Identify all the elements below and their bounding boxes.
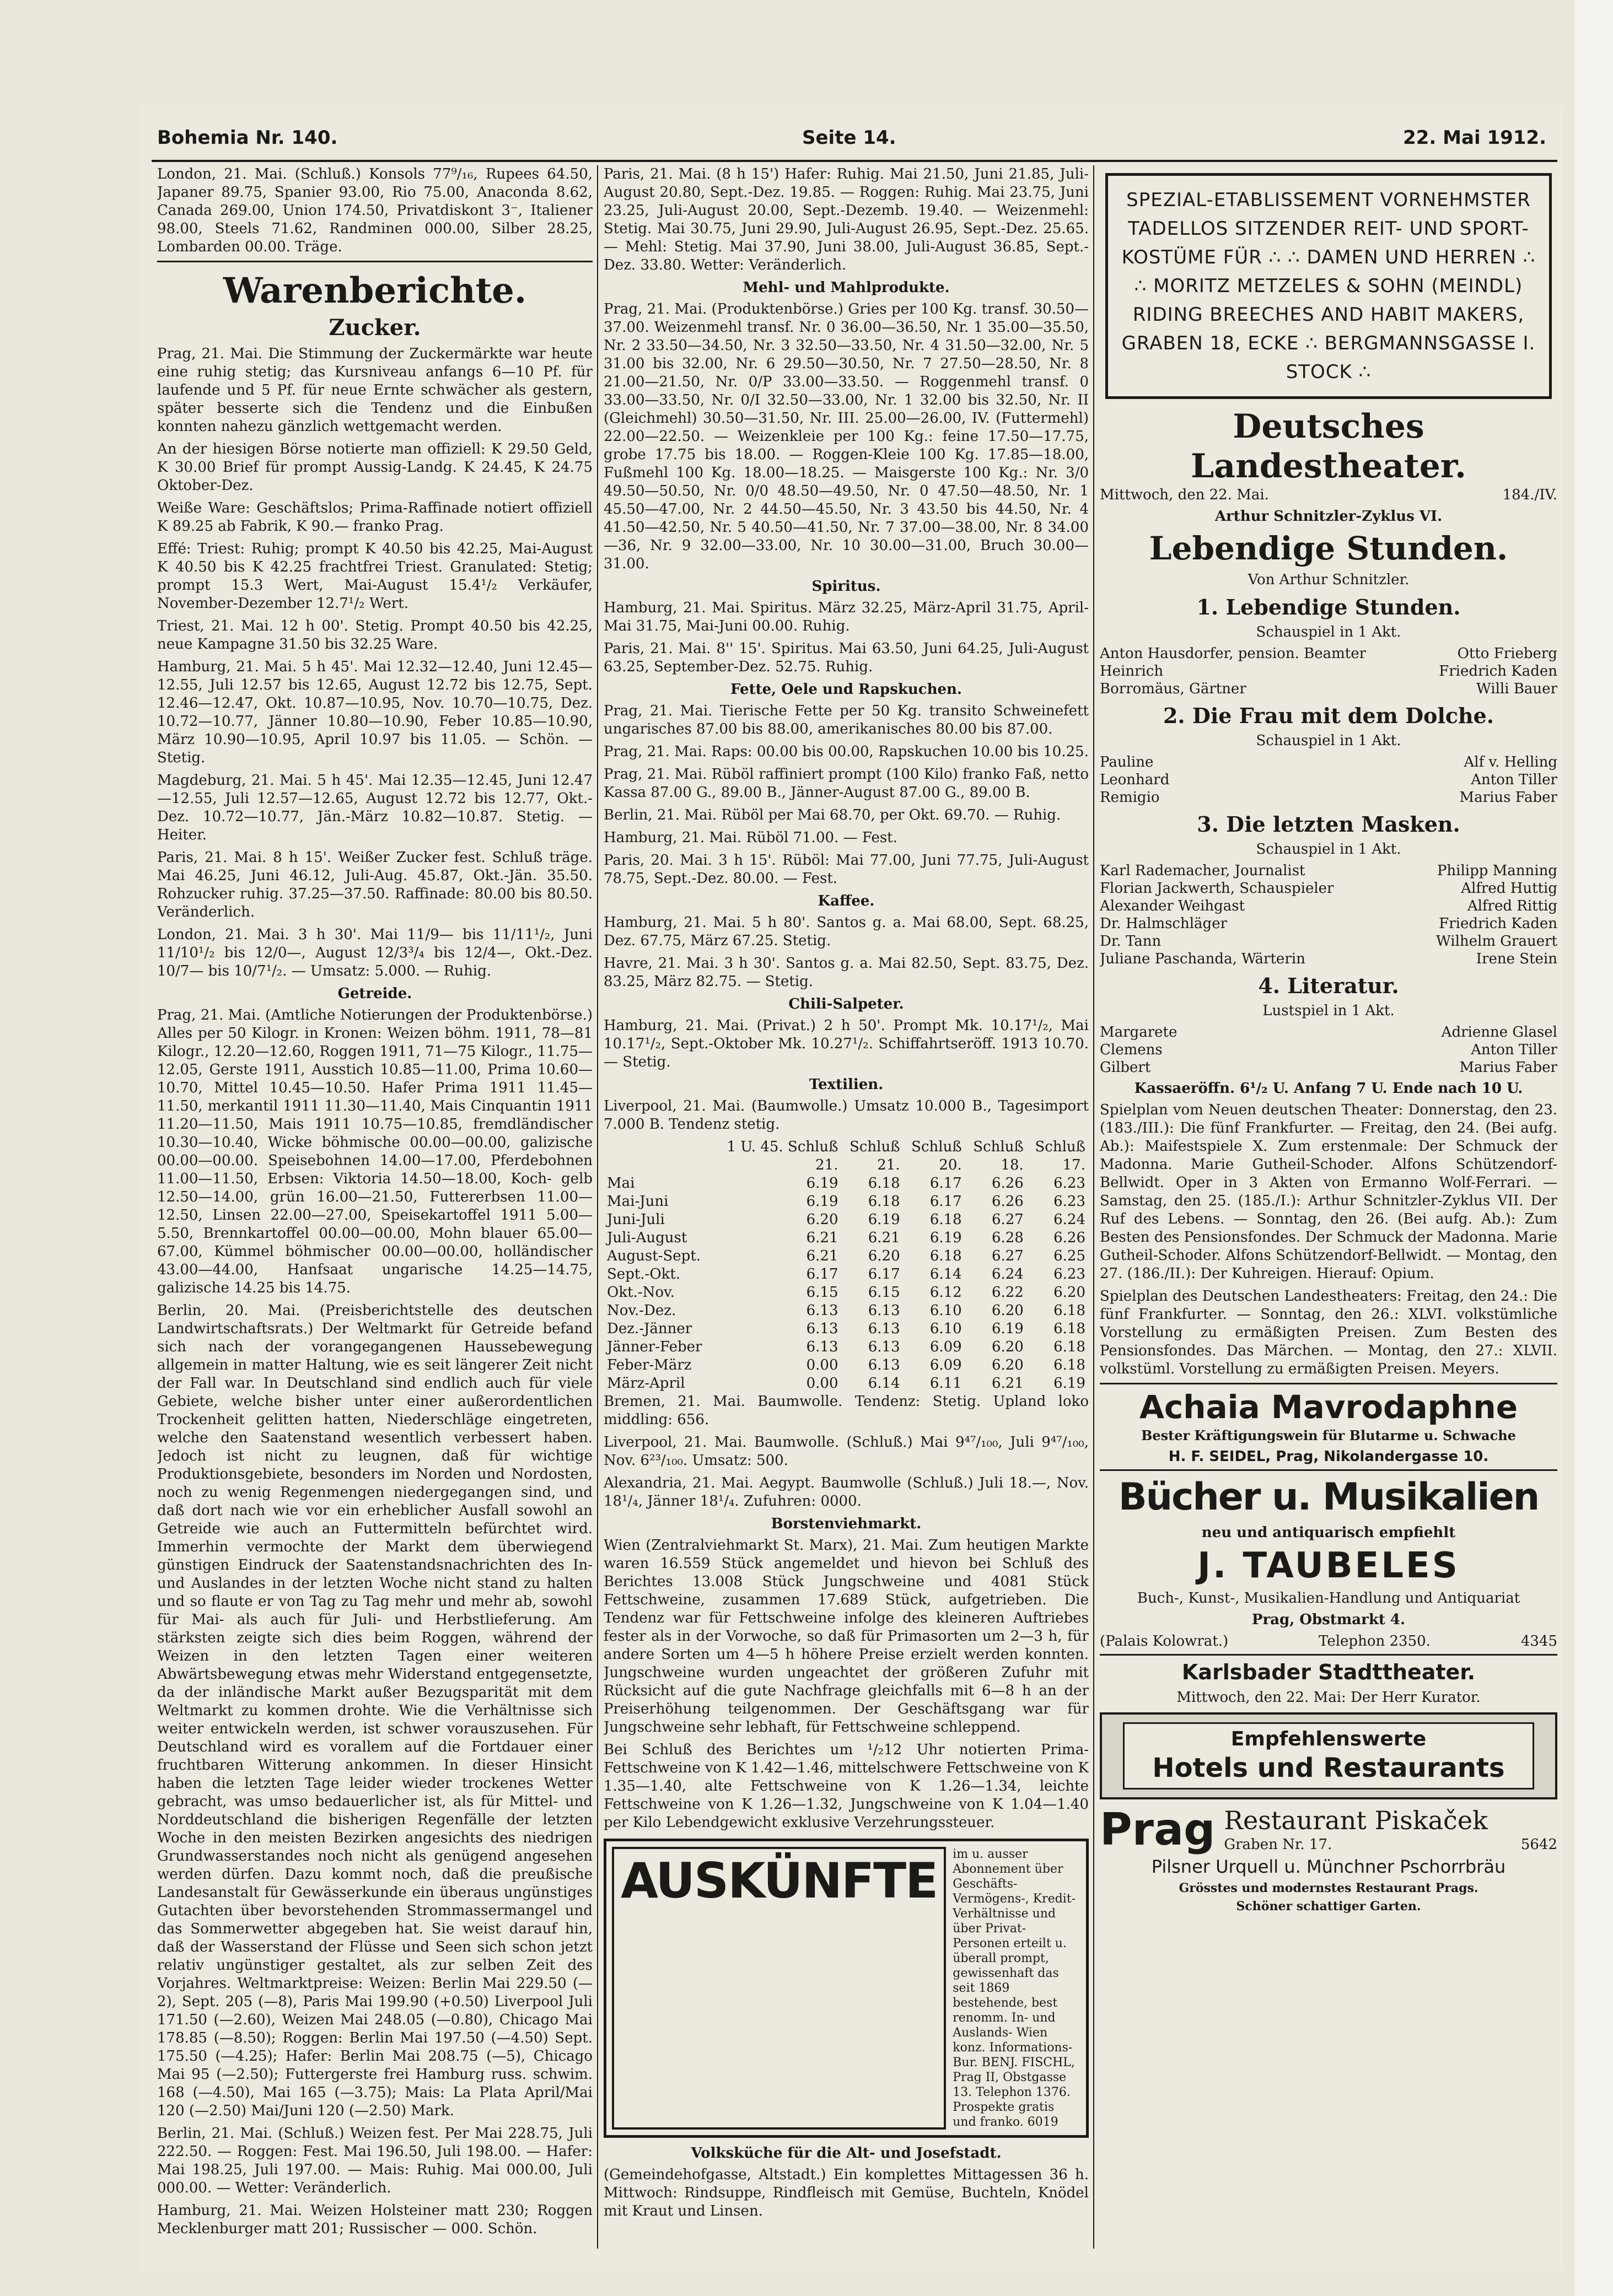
table-cell: 6.13 — [868, 1339, 900, 1355]
table-cell: Mai — [607, 1175, 635, 1192]
act-title: 2. Die Frau mit dem Dolche. — [1163, 703, 1494, 728]
table-cell: 6.19 — [991, 1321, 1024, 1337]
actor: Willi Bauer — [1476, 681, 1557, 697]
table-cell: 20. — [939, 1157, 962, 1173]
role: Alexander Weihgast — [1100, 898, 1245, 914]
table-cell: 6.19 — [806, 1175, 838, 1192]
piskacek-number: 5642 — [1520, 1836, 1557, 1853]
buecher-ad-meta — [1100, 1632, 1557, 1651]
article-paragraph: Hamburg, 21. Mai. 5 h 45'. Mai 12.32—12.40, Juni 12.45—12.55, Juli 12.57 bis 12.65, August 12.72 bis 12.75, Sept. 12.46—12.47, Okt. 10.87—10.95, Nov. 10.70—10.75, Dez. 10.72—10.77, Jänner 10.80—10.90, Feber 10.85—10.90, März 10.90—10.95, April 10.97 bis 11.05. — Schön. — Stetig. — [157, 659, 593, 766]
table-row — [604, 1320, 1089, 1338]
subsection-title: Mehl- und Mahlprodukte. — [743, 279, 950, 296]
table-cell: 6.13 — [806, 1302, 838, 1319]
buecher-ad-line: Buch-, Kunst-, Musikalien-Handlung und Antiquariat — [1137, 1590, 1520, 1607]
role: Karl Rademacher, Journalist — [1100, 863, 1305, 879]
cast-row — [1100, 1059, 1557, 1076]
role: Gilbert — [1100, 1059, 1151, 1076]
prag-wordmark: Prag — [1100, 1804, 1216, 1855]
table-row — [604, 1265, 1089, 1284]
table-cell: 6.24 — [991, 1266, 1024, 1282]
divider — [1100, 1654, 1557, 1656]
theater-title: Deutsches Landestheater. — [1191, 407, 1466, 486]
act-subtitle: Schauspiel in 1 Akt. — [1256, 841, 1401, 858]
piskacek-ad-text — [1224, 1805, 1557, 1854]
metzeles-ad-text: SPEZIAL-ETABLISSEMENT VORNEHMSTER TADELLOS SITZENDER REIT- UND SPORT-KOSTÜME FÜR ∴ ∴ DAMEN UND HERREN ∴ ∴ MORITZ METZELES & SOHN (MEINDL) RIDING BREECHES AND HABIT MAKERS, GRABEN 18, ECKE ∴ BERGMANNSGASSE I. STOCK ∴ — [1121, 189, 1536, 383]
table-cell: Juni-Juli — [607, 1211, 665, 1228]
table-cell: Nov.-Dez. — [607, 1302, 676, 1319]
article-paragraph: Hamburg, 21. Mai. Spiritus. März 32.25, März-April 31.75, April-Mai 31.75, Mai-Juni 00.00. Ruhig. — [604, 600, 1089, 634]
article-paragraph: An der hiesigen Börse notierte man offiziell: K 29.50 Geld, K 30.00 Brief für prompt Aussig-Landg. K 24.45, K 24.75 Oktober-Dez. — [157, 441, 593, 494]
column-divider — [1093, 165, 1094, 2249]
article-paragraph: Bremen, 21. Mai. Baumwolle. Tendenz: Stetig. Upland loko middling: 656. — [604, 1393, 1089, 1428]
table-header-row — [604, 1156, 1089, 1174]
table-cell: 6.18 — [868, 1175, 900, 1192]
article-paragraph: London, 21. Mai. 3 h 30'. Mai 11/9— bis 11/11¹/₂, Juni 11/10¹/₂ bis 12/0—, August 12/3³/₄ bis 12/4—, Okt.-Dez. 10/7— bis 10/7¹/₂. — Umsatz: 5.000. — Ruhig. — [157, 926, 593, 979]
table-cell: 6.20 — [868, 1248, 900, 1264]
cast-row — [1100, 771, 1557, 789]
article-paragraph: Liverpool, 21. Mai. (Baumwolle.) Umsatz 10.000 B., Tagesimport 7.000 B. Tendenz stetig. — [604, 1098, 1089, 1133]
play-author: Von Arthur Schnitzler. — [1248, 572, 1410, 588]
table-cell: 6.18 — [1053, 1321, 1085, 1337]
hotels-line2: Hotels und Restaurants — [1152, 1753, 1505, 1783]
london-report: London, 21. Mai. (Schluß.) Konsols 77⁹/₁₆, Rupees 64.50, Japaner 89.75, Spanier 93.00, Rio 75.00, Anaconda 8.62, Canada 269.00, Union 174.50, Privatdiskont 3⁻, Italiener 98.00, Steels 71.62, Randminen 000.00, Silber 28.25, Lombarden 00.00. Träge. — [157, 166, 593, 255]
table-cell: 1 U. 45. Schluß — [727, 1139, 838, 1155]
subsection-title: Volksküche für die Alt- und Josefstadt. — [691, 2145, 1002, 2162]
table-cell: 6.09 — [929, 1339, 962, 1355]
article-paragraph: Prag, 21. Mai. Raps: 00.00 bis 00.00, Rapskuchen 10.00 bis 10.25. — [604, 743, 1089, 760]
table-cell: 6.18 — [1053, 1339, 1085, 1355]
article-paragraph: Magdeburg, 21. Mai. 5 h 45'. Mai 12.35—12.45, Juni 12.47—12.55, Juli 12.57—12.65, August 12.72 bis 12.77, Okt.-Dez. 10.72—10.77, Jän.-März 10.82—10.87. Stetig. — Heiter. — [157, 772, 593, 843]
table-cell: 6.23 — [1053, 1266, 1085, 1282]
table-cell: 6.10 — [929, 1302, 962, 1319]
role: Florian Jackwerth, Schauspieler — [1100, 880, 1334, 897]
schedule-paragraph: Spielplan des Deutschen Landestheaters: Freitag, den 24.: Die fünf Frankfurter. — Sonntag, den 26.: XLVI. volkstümliche Vorstellung zu ermäßigten Preisen. Zum Besten des Pensionsfondes. Das Märchen. — Montag, den 27.: XLVII. volkstüml. Vorstellung zu ermäßigten Preisen. Meyers. — [1100, 1288, 1557, 1377]
karlsbad-line: Mittwoch, den 22. Mai: Der Herr Kurator. — [1176, 1689, 1481, 1706]
achaia-ad-line: Bester Kräftigungswein für Blutarme u. Schwache — [1141, 1427, 1516, 1443]
piskacek-line: Grösstes und modernstes Restaurant Prags. — [1179, 1881, 1478, 1895]
role: Leonhard — [1100, 772, 1170, 788]
cast-row — [1100, 897, 1557, 915]
piskacek-beers: Pilsner Urquell u. Münchner Pschorrbräu — [1151, 1856, 1506, 1877]
table-cell: 6.27 — [991, 1248, 1024, 1264]
article-paragraph: Prag, 21. Mai. Rüböl raffiniert prompt (100 Kilo) franko Faß, netto Kassa 87.00 G., 89.00 B., Jänner-August 87.00 G., 89.00 B. — [604, 766, 1089, 801]
actor: Marius Faber — [1459, 1059, 1557, 1076]
karlsbad-title: Karlsbader Stadttheater. — [1181, 1660, 1476, 1684]
table-cell: 6.13 — [806, 1321, 838, 1337]
act-title: 4. Literatur. — [1258, 973, 1399, 998]
table-cell: 6.17 — [929, 1175, 962, 1192]
article-paragraph: Bei Schluß des Berichtes um ¹/₂12 Uhr notierten Prima-Fettschweine von K 1.42—1.46, mittelschwere Fettschweine von K 1.35—1.40, alte Fettschweine von K 1.26—1.34, leichte Fettschweine von K 1.26—1.32, Jungschweine von K 1.04—1.40 per Kilo Lebendgewicht exklusive Verzehrungssteuer. — [604, 1742, 1089, 1831]
cast-row — [1100, 1023, 1557, 1041]
table-cell: Sept.-Okt. — [607, 1266, 681, 1282]
article-paragraph: Effé: Triest: Ruhig; prompt K 40.50 bis 42.25, Mai-August K 40.50 bis K 42.25 frachtfrei Triest. Granulated: Stetig; prompt 15.3 Wert, Mai-August 15.4¹/₂ Verkäufer, November-Dezember 12.7¹/₂ Wert. — [157, 541, 593, 612]
table-cell: 6.26 — [1053, 1230, 1085, 1246]
table-cell: 6.19 — [806, 1193, 838, 1210]
role: Pauline — [1100, 754, 1154, 770]
table-row — [604, 1193, 1089, 1211]
table-row — [604, 1211, 1089, 1229]
table-cell: 6.14 — [868, 1375, 900, 1392]
role: Dr. Halmschläger — [1100, 915, 1228, 932]
header-center: Seite 14. — [802, 127, 896, 149]
divider — [157, 261, 593, 262]
buecher-ad-phone: Telephon 2350. — [1319, 1633, 1431, 1650]
table-cell: 6.17 — [806, 1266, 838, 1282]
table-row — [604, 1247, 1089, 1265]
cast-row — [1100, 680, 1557, 698]
act-title: 1. Lebendige Stunden. — [1196, 595, 1461, 619]
table-cell: 6.13 — [868, 1302, 900, 1319]
buecher-ad-address: Prag, Obstmarkt 4. — [1251, 1611, 1406, 1628]
table-cell: 6.20 — [1053, 1284, 1085, 1301]
piskacek-garden: Schöner schattiger Garten. — [1236, 1899, 1421, 1914]
table-cell: Jänner-Feber — [607, 1339, 702, 1355]
buecher-ad-number: 4345 — [1520, 1633, 1557, 1650]
auskuenfte-text — [953, 1847, 1080, 2130]
buecher-ad-line: neu und antiquarisch empfiehlt — [1201, 1524, 1456, 1541]
role: Margarete — [1100, 1024, 1178, 1041]
cast-row — [1100, 789, 1557, 806]
table-cell: 21. — [877, 1157, 900, 1173]
table-cell: 6.15 — [868, 1284, 900, 1301]
table-cell: 6.20 — [806, 1211, 838, 1228]
act-subtitle: Schauspiel in 1 Akt. — [1256, 624, 1401, 640]
table-cell: 17. — [1062, 1157, 1085, 1173]
table-row — [604, 1284, 1089, 1302]
table-cell: Feber-März — [607, 1357, 692, 1373]
article-paragraph: Hamburg, 21. Mai. Weizen Holsteiner matt 230; Roggen Mecklenburger matt 201; Russischer — 000. Schön. — [157, 2202, 593, 2237]
role: Clemens — [1100, 1042, 1163, 1058]
table-cell: 6.18 — [1053, 1302, 1085, 1319]
table-cell: 6.13 — [868, 1321, 900, 1337]
piskacek-name: Restaurant Piskaček — [1224, 1805, 1488, 1835]
actor: Adrienne Glasel — [1441, 1024, 1557, 1041]
theater-cycle: Arthur Schnitzler-Zyklus VI. — [1214, 508, 1443, 525]
article-paragraph: (Gemeindehofgasse, Altstadt.) Ein komplettes Mittagessen 36 h. Mittwoch: Rindsuppe, Rindfleisch mit Gemüse, Buchteln, Knödel mit Kraut und Linsen. — [604, 2166, 1089, 2219]
table-cell: 6.15 — [806, 1284, 838, 1301]
article-paragraph: Hamburg, 21. Mai. (Privat.) 2 h 50'. Prompt Mk. 10.17¹/₂, Mai 10.17¹/₂, Sept.-Oktober Mk. 10.27¹/₂. Schiffahrtseröff. 1913 10.70. — Stetig. — [604, 1017, 1089, 1070]
section-title: Warenberichte. — [223, 270, 527, 311]
column-2 — [604, 165, 1089, 2249]
subsection-title: Fette, Oele und Rapskuchen. — [730, 681, 962, 698]
table-cell: Schluß — [1035, 1139, 1085, 1155]
actor: Alfred Rittig — [1467, 898, 1557, 914]
hotels-line1: Empfehlenswerte — [1230, 1728, 1427, 1750]
actor: Alfred Huttig — [1461, 880, 1557, 897]
table-cell: 6.26 — [991, 1175, 1024, 1192]
auskuenfte-ad — [604, 1839, 1089, 2138]
table-cell: 6.21 — [806, 1230, 838, 1246]
article-paragraph: Liverpool, 21. Mai. Baumwolle. (Schluß.) Mai 9⁴⁷/₁₀₀, Juli 9⁴⁷/₁₀₀, Nov. 6²³/₁₀₀. Umsatz: 500. — [604, 1434, 1089, 1469]
metzeles-ad — [1105, 173, 1552, 399]
header-rule — [152, 160, 1557, 162]
taubeles-name: J. TAUBELES — [1197, 1545, 1460, 1586]
table-row — [604, 1174, 1089, 1193]
article-paragraph: Wien (Zentralviehmarkt St. Marx), 21. Mai. Zum heutigen Markte waren 16.559 Stück angemeldet und hievon bei Schluß des Berichtes 13.008 Stück Jungschweine und 4081 Stück Fettschweine, zusammen 17.689 Stück, aufgetrieben. Die Tendenz war für Fettschweine infolge des kleineren Auftriebes fester als in der Vorwoche, so daß für Primasorten um 2—3 h, für andere Sorten um 4—5 h höhere Preise erzielt werden konnten. Jungschweine wurden ungeachtet der größeren Zufuhr mit Rücksicht auf die gute Nachfrage gleichfalls mit 6—8 h an der Preiserhöhung teilgenommen. Der Geschäftsgang war für Jungschweine sehr lebhaft, für Fettschweine schleppend. — [604, 1537, 1089, 1736]
subsection-title: Borstenviehmarkt. — [771, 1516, 922, 1532]
article-paragraph: Paris, 21. Mai. (8 h 15') Hafer: Ruhig. Mai 21.50, Juni 21.85, Juli-August 20.80, Sept.-Dez. 19.85. — Roggen: Ruhig. Mai 23.75, Juni 23.25, Juli-August 20.00, Sept.-Dezemb. 19.40. — Weizenmehl: Stetig. Mai 30.75, Juni 29.90, Juli-August 26.95, Sept.-Dez. 25.65. — Mehl: Stetig. Mai 37.90, Juni 38.00, Juli-August 36.85, Sept.-Dez. 33.80. Wetter: Veränderlich. — [604, 166, 1089, 273]
cast-row — [1100, 880, 1557, 897]
piskacek-address-row — [1224, 1836, 1557, 1854]
table-cell: 6.21 — [806, 1248, 838, 1264]
auskuenfte-body: im u. ausser Abonnement über Geschäfts-Vermögens-, Kredit-Verhältnisse und über Privat-Personen erteilt u. überall prompt, gewissenhaft das seit 1869 bestehende, best renomm. In- und Auslands- Wien konz. Informations-Bur. BENJ. FISCHL, Prag II, Obstgasse 13. Telephon 1376. Prospekte gratis und franko. — [953, 1847, 1076, 2129]
cast-row — [1100, 645, 1557, 662]
article-paragraph: Havre, 21. Mai. 3 h 30'. Santos g. a. Mai 82.50, Sept. 83.75, Dez. 83.25, März 82.75. — Stetig. — [604, 955, 1089, 990]
table-cell: August-Sept. — [607, 1248, 701, 1264]
scan-edge — [1574, 0, 1613, 2296]
subsection-title: Getreide. — [337, 985, 412, 1002]
table-cell: 6.19 — [1053, 1375, 1085, 1392]
table-cell: 21. — [815, 1157, 838, 1173]
table-row — [604, 1356, 1089, 1375]
actor: Anton Tiller — [1471, 1042, 1557, 1058]
act-subtitle: Schauspiel in 1 Akt. — [1256, 732, 1401, 749]
table-cell: 6.23 — [1053, 1175, 1085, 1192]
role: Heinrich — [1100, 663, 1164, 680]
cast-row — [1100, 662, 1557, 680]
table-cell: 6.17 — [868, 1266, 900, 1282]
table-cell: Dez.-Jänner — [607, 1321, 692, 1337]
article-paragraph: Weiße Ware: Geschäftslos; Prima-Raffinade notiert offiziell K 89.25 ab Fabrik, K 90.— franko Prag. — [157, 500, 593, 535]
article-paragraph: Prag, 21. Mai. (Produktenbörse.) Gries per 100 Kg. transf. 30.50—37.00. Weizenmehl transf. Nr. 0 36.00—36.50, Nr. 1 35.00—35.50, Nr. 2 33.50—34.50, Nr. 3 32.50—33.50, Nr. 4 31.50—32.00, Nr. 5 31.00 bis 32.00, Nr. 6 29.50—30.50, Nr. 7 27.50—28.50, Nr. 8 21.00—21.50, Nr. 0/P 33.00—33.50. — Roggenmehl transf. 0 33.00—33.50, Nr. 0/I 32.50—33.00, Nr. 1 32.00 bis 32.50, Nr. II (Gleichmehl) 30.50—31.50, Nr. III. 25.00—26.00, IV. (Futtermehl) 22.00—22.50. — Weizenkleie per 100 Kg.: feine 17.50—17.75, grobe 17.75 bis 18.00. — Roggen-Kleie 100 Kg. 17.85—18.00, Fußmehl 100 Kg. 18.00—18.25. — Maisgerste 100 Kg.: Nr. 3/0 49.50—50.50, Nr. 0/0 48.50—49.50, Nr. 0 47.50—48.50, Nr. 1 45.50—47.00, Nr. 2 44.50—45.50, Nr. 3 43.50 bis 44.50, Nr. 4 41.50—42.50, Nr. 5 40.50—41.50, Nr. 7 37.00—38.00, Nr. 8 34.00—36, Nr. 9 32.00—33.00, Nr. 10 30.00—31.00, Bruch 30.00—31.00. — [604, 301, 1089, 572]
role: Remigio — [1100, 789, 1160, 806]
role: Juliane Paschanda, Wärterin — [1100, 951, 1305, 967]
actor: Marius Faber — [1459, 789, 1557, 806]
table-cell: Schluß — [911, 1139, 962, 1155]
article-paragraph: Hamburg, 21. Mai. 5 h 80'. Santos g. a. Mai 68.00, Sept. 68.25, Dez. 67.75, März 67.25. Stetig. — [604, 914, 1089, 949]
table-cell: 6.20 — [991, 1357, 1024, 1373]
table-cell: 6.22 — [991, 1284, 1024, 1301]
achaia-ad-address: H. F. SEIDEL, Prag, Nikolandergasse 10. — [1168, 1448, 1489, 1465]
article-paragraph: Paris, 21. Mai. 8'' 15'. Spiritus. Mai 63.50, Juni 64.25, Juli-August 63.25, September-Dez. 52.75. Ruhig. — [604, 640, 1089, 675]
article-paragraph: Prag, 21. Mai. (Amtliche Notierungen der Produktenbörse.) Alles per 50 Kilogr. in Kronen: Weizen böhm. 1911, 78—81 Kilogr., 12.20—12.60, Roggen 1911, 71—75 Kilogr., 11.75—12.05, Gerste 1911, Ausstich 10.85—11.00, Prima 10.60—10.70, Mittel 10.45—10.50. Hafer Prima 1911 11.45—11.50, merkantil 1911 11.30—11.40, Mais Cinquantin 1911 11.20—11.50, Mais 1911 10.75—10.85, fremdländischer 10.30—10.40, Wicke böhmische 00.00—00.00, galizische 00.00—00.00. Speisebohnen 14.00—17.00, Pferdebohnen 11.00—11.50, Erbsen: Viktoria 14.50—18.00, Koch- gelb 12.50—14.00, grün 16.00—21.50, Futtererbsen 11.00—12.50, Linsen 22.00—27.00, Speisekartoffel 1911 5.00—5.50, Brennkartoffel 00.00—00.00, Mohn blauer 65.00—67.00, Kümmel böhmischer 00.00—00.00, holländischer 43.00—44.00, Hanfsaat ungarische 14.25—14.75, galizische 14.25 bis 14.75. — [157, 1007, 593, 1296]
actor: Friedrich Kaden — [1439, 915, 1557, 932]
cast-row — [1100, 933, 1557, 950]
auskuenfte-number: 6019 — [1027, 2115, 1058, 2129]
article-paragraph: Berlin, 21. Mai. (Schluß.) Weizen fest. Per Mai 228.75, Juli 222.50. — Roggen: Fest. Mai 196.50, Juli 198.00. — Hafer: Mai 198.25, Juli 197.00. — Mais: Ruhig. Mai 000.00, Juli 000.00. — Wetter: Veränderlich. — [157, 2125, 593, 2196]
cotton-table — [604, 1138, 1089, 1393]
actor: Alf v. Helling — [1464, 754, 1557, 770]
table-cell: 6.20 — [991, 1302, 1024, 1319]
table-cell: 0.00 — [806, 1357, 838, 1373]
cast-row — [1100, 1041, 1557, 1059]
divider — [1100, 1469, 1557, 1471]
table-cell: 6.09 — [929, 1357, 962, 1373]
table-cell: 6.18 — [929, 1211, 962, 1228]
column-1 — [157, 165, 593, 2249]
subsection-title: Kaffee. — [818, 893, 875, 909]
table-cell: März-April — [607, 1375, 685, 1392]
cast-row — [1100, 753, 1557, 771]
role: Anton Hausdorfer, pension. Beamter — [1100, 645, 1367, 662]
table-row — [604, 1375, 1089, 1393]
article-paragraph: Berlin, 21. Mai. Rüböl per Mai 68.70, per Okt. 69.70. — Ruhig. — [604, 807, 1061, 823]
article-paragraph: Paris, 21. Mai. 8 h 15'. Weißer Zucker fest. Schluß träge. Mai 46.25, Juni 46.12, Juli-Aug. 45.87, Okt.-Jän. 35.50. Rohzucker ruhig. 37.25—37.50. Raffinade: 80.00 bis 80.50. Veränderlich. — [157, 849, 593, 920]
table-cell: 6.13 — [868, 1357, 900, 1373]
subsection-title: Chili-Salpeter. — [788, 996, 904, 1012]
table-cell: 6.18 — [868, 1193, 900, 1210]
buecher-ad-title: Bücher u. Musikalien — [1118, 1475, 1539, 1519]
actor: Irene Stein — [1476, 951, 1557, 967]
table-cell: 6.12 — [929, 1284, 962, 1301]
table-cell: 6.19 — [868, 1211, 900, 1228]
actor: Wilhelm Grauert — [1436, 933, 1557, 950]
table-cell: 6.28 — [991, 1230, 1024, 1246]
column-divider — [597, 165, 598, 2249]
hotels-banner — [1100, 1712, 1557, 1799]
subsection-title: Zucker. — [329, 315, 421, 341]
act-title: 3. Die letzten Masken. — [1197, 812, 1460, 837]
table-cell: 6.24 — [1053, 1211, 1085, 1228]
table-cell: Schluß — [973, 1139, 1024, 1155]
table-cell: 6.14 — [929, 1266, 962, 1282]
table-cell: 6.18 — [1053, 1357, 1085, 1373]
table-cell: 6.19 — [929, 1230, 962, 1246]
table-cell: 6.21 — [991, 1375, 1024, 1392]
table-cell: 0.00 — [806, 1375, 838, 1392]
table-cell: 18. — [1001, 1157, 1024, 1173]
newspaper-page — [141, 105, 1563, 2271]
table-cell — [604, 1156, 714, 1174]
hotels-banner-inner — [1123, 1722, 1534, 1790]
article-paragraph: Berlin, 20. Mai. (Preisberichtstelle des deutschen Landwirtschaftsrats.) Der Weltmarkt für Getreide befand sich nach der vorangegangenen Haussebewegung allgemein in matter Haltung, wie es seit längerer Zeit nicht der Fall war. In Deutschland sind endlich auch für viele Gebiete, welche bisher unter einer außerordentlichen Trockenheit gelitten hatten, Niederschläge eingetreten, welche den Saatenstand wesentlich verbessert haben. Jedoch ist nicht zu leugnen, daß für wichtige Produktionsgebiete, besonders im Norden und Nordosten, noch zu wenig Regenmengen niedergegangen sind, und daß dort nach wie vor ein erheblicher Ausfall sowohl an Getreide wie auch an Futtermitteln befürchtet wird. Immerhin vermochte der Markt dem überwiegend günstigen Eindruck der Saatenstandsnachrichten des In- und Auslandes in der letzten Woche nicht stand zu halten und so flaute er von Tag zu Tag mehr und mehr ab, sowohl für Mai- als auch für Juli- und Herbstlieferung. Am stärksten zeigte sich dies beim Roggen, während der Weizen in den letzten Tagen einer weiteren Abwärtsbewegung etwas mehr Widerstand entgegensetzte, da der inländische Markt außer Bezugsparität mit dem Weltmarkt zu kommen drohte. Wie die Verhältnisse sich weiter entwickeln werden, ist schwer vorauszusehen. Für Deutschland wird es vorallem auf die Fortdauer einer fruchtbaren Witterung ankommen. In dieser Hinsicht haben die letzten Tage leider wieder trockenes Wetter gebracht, was umso bedauerlicher ist, als für Mittel- und Norddeutschland die bisherigen Regenfälle der letzten Woche in den meisten Bezirken angesichts des niedrigen Grundwasserstandes noch nicht als genügend angesehen werden dürfen. Dazu kommt noch, daß die preußische Landesanstalt für Gewässerkunde ein überaus ungünstiges Gutachten über bevorstehenden Strommassermangel und das Sommerwetter abgegeben hat. Sie weist darauf hin, daß der Wasserstand der Flüsse und Seen sich schon jetzt relativ ungünstiger gestaltet, als zur selben Zeit des Vorjahres. Weltmarktpreise: Weizen: Berlin Mai 229.50 (—2), Sept. 205 (—8), Paris Mai 199.90 (+0.50) Liverpool Juli 171.50 (—2.60), Weizen Mai 248.05 (—0.80), Chicago Mai 178.85 (—8.50); Roggen: Berlin Mai 197.50 (—4.50) Sept. 175.50 (—4.25); Hafer: Berlin Mai 208.75 (—5), Chicago Mai 95 (—2.50); Futtergerste frei Hamburg russ. schwim. 168 (—4.50), Mai 165 (—3.75); Mais: La Plata April/Mai 120 (—2.50) Mai/Juni 120 (—2.50) Mark. — [157, 1302, 593, 2119]
role: Dr. Tann — [1100, 933, 1162, 950]
subsection-title: Textilien. — [809, 1076, 884, 1093]
piskacek-ad — [1100, 1805, 1557, 1855]
table-cell: 6.23 — [1053, 1193, 1085, 1210]
article-paragraph: Prag, 21. Mai. Die Stimmung der Zuckermärkte war heute eine ruhig stetig; das Kursniveau anfangs 6—10 Pf. für laufende und 5 Pf. für neue Ernte schwächer als gestern, später besserte sich die Tendenz und die Einbußen konnten nahezu gänzlich wettgemacht werden. — [157, 346, 593, 435]
actor: Anton Tiller — [1471, 772, 1557, 788]
table-cell: Okt.-Nov. — [607, 1284, 675, 1301]
performance-times: Kassaeröffn. 6¹/₂ U. Anfang 7 U. Ende nach 10 U. — [1134, 1080, 1523, 1097]
header-left: Bohemia Nr. 140. — [157, 127, 338, 149]
article-paragraph: Alexandria, 21. Mai. Aegypt. Baumwolle (Schluß.) Juli 18.—, Nov. 18¹/₄, Jänner 18¹/₄. Zufuhren: 0000. — [604, 1475, 1089, 1510]
actor: Otto Frieberg — [1457, 645, 1557, 662]
table-header-row — [604, 1138, 1089, 1156]
table-cell: Juli-August — [607, 1230, 687, 1246]
actor: Friedrich Kaden — [1439, 663, 1557, 680]
table-row — [604, 1302, 1089, 1320]
play-title: Lebendige Stunden. — [1149, 530, 1508, 567]
article-paragraph: Triest, 21. Mai. 12 h 00'. Stetig. Prompt 40.50 bis 42.25, neue Kampagne 31.50 bis 32.25 Ware. — [157, 618, 593, 653]
article-paragraph: Paris, 20. Mai. 3 h 15'. Rüböl: Mai 77.00, Juni 77.75, Juli-August 78.75, Sept.-Dez. 80.00. — Fest. — [604, 852, 1089, 887]
table-cell: 6.21 — [868, 1230, 900, 1246]
table-cell — [604, 1138, 714, 1156]
header-right: 22. Mai 1912. — [1403, 127, 1546, 149]
article-paragraph: Hamburg, 21. Mai. Rüböl 71.00. — Fest. — [604, 829, 897, 846]
auskuenfte-wordmark: AUSKÜNFTE — [612, 1847, 946, 2130]
table-cell: 6.27 — [991, 1211, 1024, 1228]
buecher-ad-palais: (Palais Kolowrat.) — [1100, 1633, 1229, 1650]
actor: Philipp Manning — [1437, 863, 1557, 879]
piskacek-address: Graben Nr. 17. — [1224, 1836, 1332, 1853]
table-cell: Mai-Juni — [607, 1193, 669, 1210]
table-cell: 6.26 — [991, 1193, 1024, 1210]
act-subtitle: Lustspiel in 1 Akt. — [1262, 1003, 1395, 1019]
page-header — [141, 121, 1563, 154]
table-cell: Schluß — [849, 1139, 900, 1155]
table-row — [604, 1338, 1089, 1356]
table-cell: 6.10 — [929, 1321, 962, 1337]
subsection-title: Spiritus. — [811, 578, 881, 595]
achaia-ad-title: Achaia Mavrodaphne — [1139, 1388, 1518, 1426]
theater-number: 184./IV. — [1502, 487, 1557, 503]
table-cell: 6.18 — [929, 1248, 962, 1264]
table-cell: 6.11 — [929, 1375, 962, 1392]
role: Borromäus, Gärtner — [1100, 681, 1246, 697]
column-3 — [1100, 165, 1557, 2249]
table-cell: 6.17 — [929, 1193, 962, 1210]
cast-row — [1100, 915, 1557, 933]
table-row — [604, 1229, 1089, 1247]
schedule-paragraph: Spielplan vom Neuen deutschen Theater: Donnerstag, den 23. (183./III.): Die fünf Frankfurter. — Freitag, den 24. (Bei aufg. Ab.): Maifestspiele X. Zum erstenmale: Der Schmuck der Madonna. Marie Gutheil-Schoder. Alfons Schützendorf-Bellwidt. Oper in 3 Akten von Ermanno Wolf-Ferrari. — Samstag, den 25. (185./I.): Arthur Schnitzler-Zyklus VII. Der Ruf des Lebens. — Sonntag, den 26. (Bei aufg. Ab.): Zum Besten des Pensionsfondes. Der Schmuck der Madonna. Marie Gutheil-Schoder. Alfons Schützendorf-Bellwidt. — Montag, den 27. (186./II.): Der Kuhreigen. Hierauf: Opium. — [1100, 1102, 1557, 1282]
cast-row — [1100, 950, 1557, 968]
table-cell: 6.20 — [991, 1339, 1024, 1355]
divider — [1100, 1383, 1557, 1384]
theater-date: Mittwoch, den 22. Mai. — [1100, 487, 1269, 503]
table-cell: 6.25 — [1053, 1248, 1085, 1264]
table-cell: 6.13 — [806, 1339, 838, 1355]
article-paragraph: Prag, 21. Mai. Tierische Fette per 50 Kg. transito Schweinefett ungarisches 87.00 bis 88.00, amerikanisches 80.00 bis 87.00. — [604, 703, 1089, 737]
cast-row — [1100, 862, 1557, 880]
theater-meta — [1100, 486, 1557, 504]
